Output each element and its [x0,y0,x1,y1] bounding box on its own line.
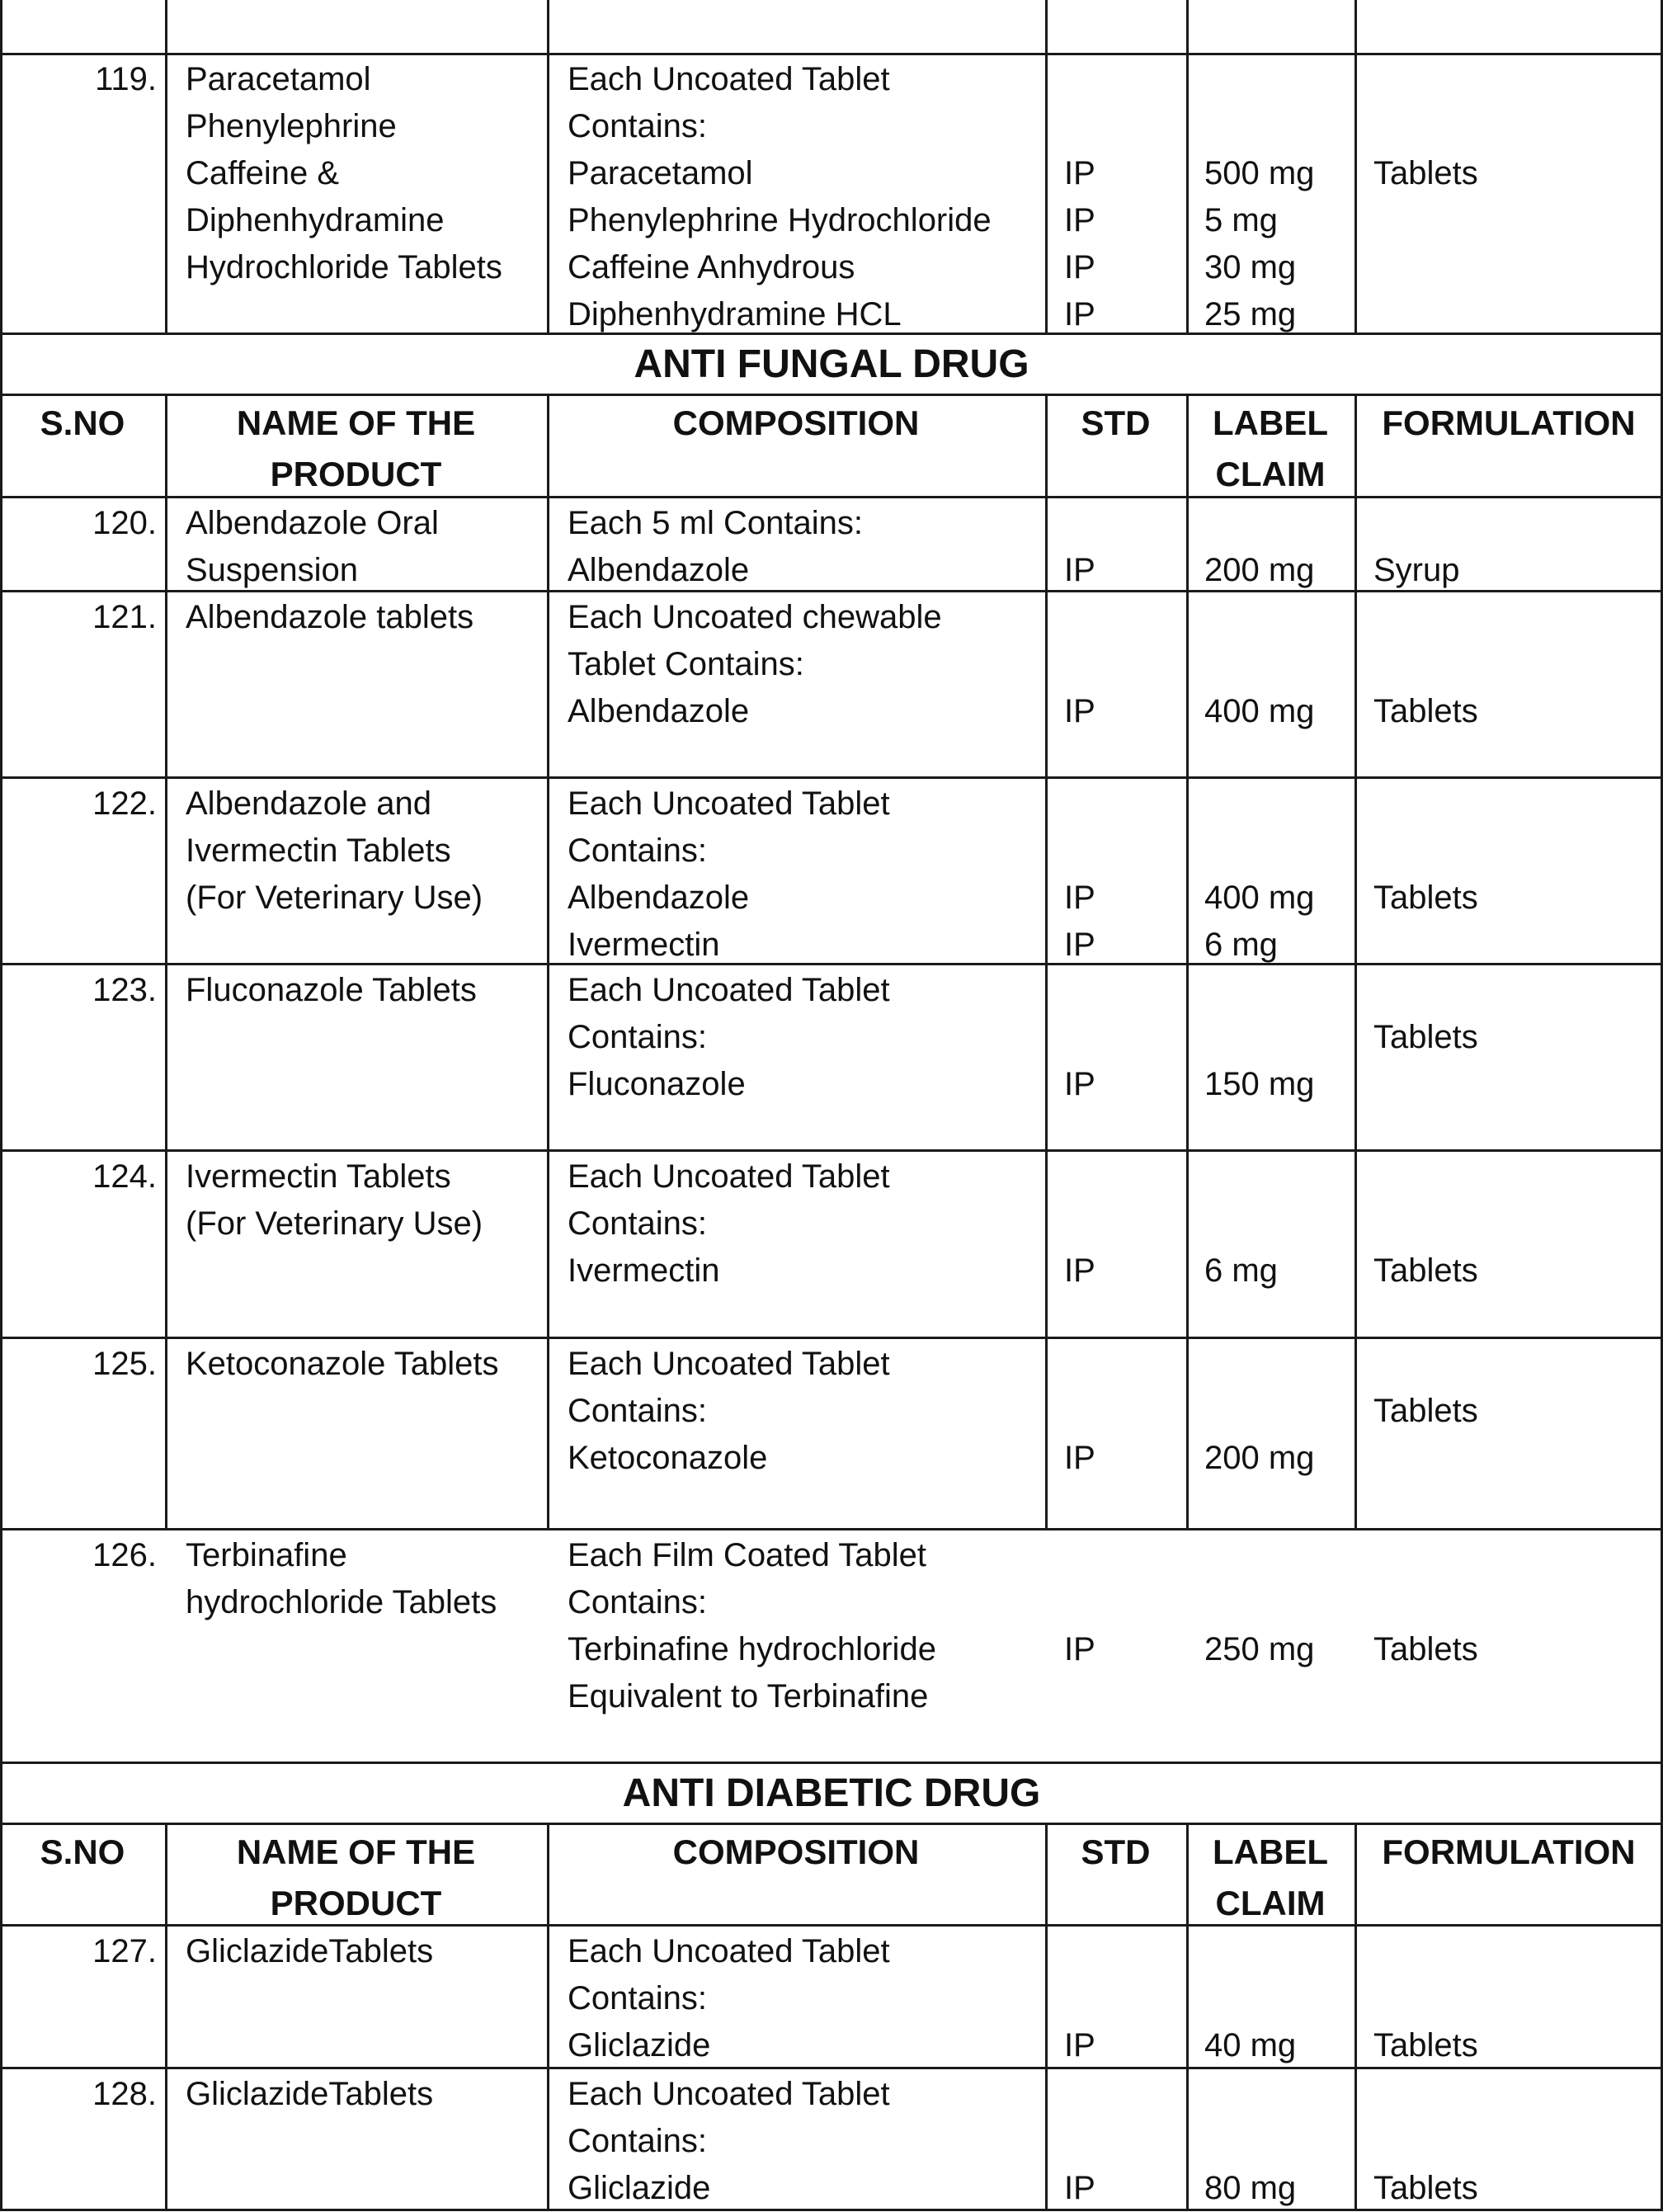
std-value: IP [1064,693,1095,729]
column-border [547,394,549,1528]
std-value: IP [1064,155,1095,191]
std-value: IP [1064,927,1095,963]
product-name: Albendazole tablets [186,599,474,635]
label-claim: 25 mg [1204,296,1297,333]
section-title: ANTI DIABETIC DRUG [622,1771,1041,1815]
label-claim: 6 mg [1204,927,1278,963]
composition-line: Ketoconazole [568,1440,768,1476]
row-border [0,963,1663,965]
label-claim: 500 mg [1204,155,1315,191]
std-value: IP [1064,1066,1095,1102]
product-name: Paracetamol [186,61,371,97]
column-border [547,0,549,333]
formulation-value: Tablets [1373,1019,1478,1055]
std-value: IP [1064,2027,1095,2063]
composition-line: Each Uncoated chewable [568,599,942,635]
label-claim: 200 mg [1204,1440,1315,1476]
column-header: NAME OF THE [236,403,476,442]
column-border [1045,1823,1048,2210]
product-name: (For Veterinary Use) [186,1205,483,1242]
std-value: IP [1064,880,1095,916]
composition-line: Ivermectin [568,1252,720,1289]
label-claim: 5 mg [1204,202,1278,238]
std-value: IP [1064,296,1095,333]
column-header: FORMULATION [1382,1832,1636,1871]
composition-line: Each Uncoated Tablet [568,1933,890,1969]
serial-number: 128. [92,2076,157,2112]
column-border [1354,0,1357,333]
label-claim: 400 mg [1204,880,1315,916]
serial-number: 119. [95,61,157,97]
column-header: S.NO [40,403,125,442]
std-value: IP [1064,249,1095,285]
product-name: GliclazideTablets [186,1933,434,1969]
product-name: GliclazideTablets [186,2076,434,2112]
row-border [0,1823,1663,1825]
composition-line: Each Uncoated Tablet [568,785,890,822]
formulation-value: Tablets [1373,880,1478,916]
column-header: STD [1081,403,1151,442]
composition-line: Contains: [568,1393,707,1429]
formulation-value: Tablets [1373,1631,1478,1667]
column-border [165,0,167,333]
label-claim: 400 mg [1204,693,1315,729]
formulation-value: Tablets [1373,1393,1478,1429]
label-claim: 6 mg [1204,1252,1278,1289]
std-value: IP [1064,1631,1095,1667]
column-border [1045,394,1048,1528]
label-claim: 30 mg [1204,249,1297,285]
composition-line: Each Uncoated Tablet [568,1158,890,1195]
serial-number: 126. [92,1537,157,1573]
composition-line: Terbinafine hydrochloride [568,1631,936,1667]
composition-line: Each Uncoated Tablet [568,61,890,97]
std-value: IP [1064,1252,1095,1289]
product-name: hydrochloride Tablets [186,1584,497,1620]
formulation-value: Tablets [1373,2170,1478,2206]
column-header: COMPOSITION [672,403,920,442]
column-border [1354,394,1357,1528]
product-name: Phenylephrine [186,108,397,144]
row-border [0,1337,1663,1339]
formulation-value: Tablets [1373,1252,1478,1289]
label-claim: 80 mg [1204,2170,1297,2206]
column-header: PRODUCT [270,1884,442,1922]
composition-line: Paracetamol [568,155,753,191]
formulation-value: Tablets [1373,693,1478,729]
column-header: PRODUCT [270,455,442,493]
column-header: STD [1081,1832,1151,1871]
serial-number: 125. [92,1346,157,1382]
composition-line: Contains: [568,832,707,869]
label-claim: 250 mg [1204,1631,1315,1667]
row-border [0,1149,1663,1152]
product-name: Caffeine & [186,155,340,191]
column-header: FORMULATION [1382,403,1636,442]
composition-line: Each Uncoated Tablet [568,2076,890,2112]
composition-line: Gliclazide [568,2027,711,2063]
row-border [0,1762,1663,1764]
std-value: IP [1064,202,1095,238]
composition-line: Contains: [568,108,707,144]
composition-line: Albendazole [568,693,750,729]
column-border [165,394,167,1528]
formulation-value: Syrup [1373,552,1460,588]
formulation-value: Tablets [1373,2027,1478,2063]
composition-line: Albendazole [568,552,750,588]
composition-line: Diphenhydramine HCL [568,296,902,333]
std-value: IP [1064,2170,1095,2206]
serial-number: 127. [92,1933,157,1969]
composition-line: Tablet Contains: [568,646,804,682]
serial-number: 121. [92,599,157,635]
column-border [547,1823,549,2210]
composition-line: Each Film Coated Tablet [568,1537,927,1573]
composition-line: Ivermectin [568,927,720,963]
product-name: Diphenhydramine [186,202,445,238]
column-header: LABEL [1213,403,1328,442]
product-name: (For Veterinary Use) [186,880,483,916]
composition-line: Each Uncoated Tablet [568,972,890,1008]
composition-line: Gliclazide [568,2170,711,2206]
section-title: ANTI FUNGAL DRUG [634,342,1029,386]
column-header: S.NO [40,1832,125,1871]
product-name: Hydrochloride Tablets [186,249,502,285]
composition-line: Caffeine Anhydrous [568,249,855,285]
product-name: Fluconazole Tablets [186,972,477,1008]
column-header: LABEL [1213,1832,1328,1871]
serial-number: 120. [92,505,157,541]
serial-number: 123. [92,972,157,1008]
product-name: Ivermectin Tablets [186,832,451,869]
product-name: Ketoconazole Tablets [186,1346,499,1382]
column-border [1045,0,1048,333]
composition-line: Albendazole [568,880,750,916]
formulation-value: Tablets [1373,155,1478,191]
row-border [0,53,1663,55]
label-claim: 200 mg [1204,552,1315,588]
product-name: Albendazole Oral [186,505,439,541]
column-header: COMPOSITION [672,1832,920,1871]
product-name: Albendazole and [186,785,432,822]
composition-line: Phenylephrine Hydrochloride [568,202,992,238]
serial-number: 122. [92,785,157,822]
label-claim: 150 mg [1204,1066,1315,1102]
composition-line: Contains: [568,2123,707,2159]
product-name: Ivermectin Tablets [186,1158,451,1195]
row-border [0,394,1663,396]
serial-number: 124. [92,1158,157,1195]
std-value: IP [1064,1440,1095,1476]
composition-line: Contains: [568,1205,707,1242]
column-header: NAME OF THE [236,1832,476,1871]
column-header: CLAIM [1215,455,1326,493]
std-value: IP [1064,552,1095,588]
label-claim: 40 mg [1204,2027,1297,2063]
composition-line: Each 5 ml Contains: [568,505,863,541]
composition-line: Contains: [568,1584,707,1620]
column-border [0,0,2,2210]
row-border [0,776,1663,779]
column-border [1186,0,1189,333]
product-name: Suspension [186,552,359,588]
composition-line: Equivalent to Terbinafine [568,1678,929,1714]
row-border [0,1528,1663,1530]
product-name: Terbinafine [186,1537,347,1573]
column-header: CLAIM [1215,1884,1326,1922]
composition-line: Fluconazole [568,1066,746,1102]
composition-line: Contains: [568,1019,707,1055]
composition-line: Each Uncoated Tablet [568,1346,890,1382]
column-border [1186,394,1189,1528]
composition-line: Contains: [568,1980,707,2016]
column-border [1354,1823,1357,2210]
